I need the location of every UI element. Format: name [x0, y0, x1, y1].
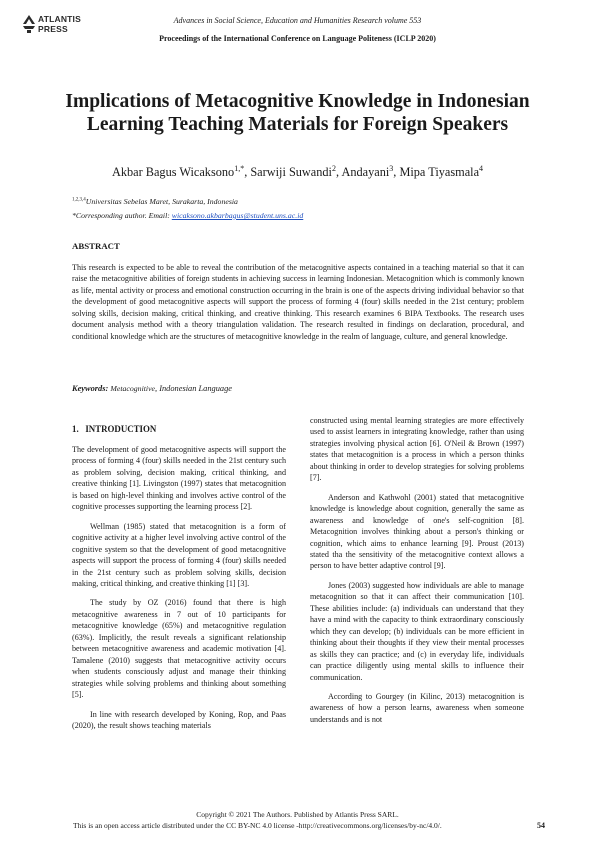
logo-line-1: ATLANTIS [38, 14, 81, 24]
paragraph: constructed using mental learning strategies are more effectively used to assist learners in integrating knowledge, rather than using strategies involving physical action [6]. O'Neil & Brown (1997) states that metacognition is a process in which a person thinks about thinking in order to develop strategies for solving problems [7]. [310, 416, 524, 483]
abstract-heading: ABSTRACT [72, 241, 120, 251]
section-heading [72, 424, 156, 434]
section-title: INTRODUCTION [85, 424, 157, 434]
keywords-label: Keywords: [72, 384, 109, 393]
author-sup: 3 [389, 164, 394, 173]
logo-line-2: PRESS [38, 24, 68, 34]
paragraph: In line with research developed by Koning, Rop, and Paas (2020), the result shows teaching materials [72, 709, 286, 730]
author-sup: 4 [479, 164, 484, 173]
right-column [310, 415, 524, 733]
affiliation [72, 197, 238, 206]
keywords: Keywords: Metacognitive, Indonesian Language [72, 384, 232, 393]
author-sup: 2 [331, 164, 336, 173]
copyright-footer: Copyright © 2021 The Authors. Published by Atlantis Press SARL. [196, 810, 399, 819]
author-sup: 1,* [234, 164, 245, 173]
paper-title: Implications of Metacognitive Knowledge in Indonesian Learning Teaching Materials for Foreign Speakers [65, 91, 530, 135]
author-name: Mipa Tiyasmala [399, 165, 480, 180]
author-list: Akbar Bagus Wicaksono$^{1,*}$, Sarwiji Suwandi$^2$, Andayani$^3$, Mipa Tiyasmala$^4$ [111, 164, 484, 180]
keyword-item: Metacognitive [110, 384, 155, 393]
email-link[interactable]: wicaksono.akbarbagus@student.uns.ac.id [171, 211, 304, 220]
paragraph: Anderson and Kathwohl (2001) stated that metacognitive knowledge is knowledge about cognition, generally the same as awareness and knowledge of one's self-cognition [8]. Metacognition involves thinking about a person's thinking or cognition, which aims to enhance learning [9]. Proust (2013) stated tha the sensitivity of the metacognitive context allows a person to have better adaptive control [9]. [310, 492, 524, 571]
author-name: Sarwiji Suwandi [250, 165, 332, 180]
paragraph: The development of good metacognitive aspects will support the process of forming 4 (four) skills needed in the 21st century such as problem solving, decision making, critical thinking, and creative thinking [1]. Livingston (1997) states that metacognition is based on high-level thinking and involves active control of the cognitive processes supporting the learning process [2]. [72, 445, 286, 512]
paragraph: According to Gourgey (in Kilinc, 2013) metacognition is awareness of how a person learns, awareness when someone understands and is not [310, 691, 524, 724]
paragraph: Wellman (1985) stated that metacognition is a form of cognitive activity at a higher level involving active control of the cognitive system so that the development of good metacognitive aspects will support the process of forming 4 (four) skills needed in the 21st century such as problem solving skills, decision making, critical thinking, and creative thinking [1] [3]. [72, 521, 286, 588]
author-name: Akbar Bagus Wicaksono [111, 165, 235, 180]
corresponding-label: *Corresponding author. Email: [72, 211, 170, 220]
keyword-item: Indonesian Language [159, 384, 232, 393]
proceedings-header: Proceedings of the International Conference on Language Politeness (ICLP 2020) [159, 34, 436, 43]
corresponding-author [72, 211, 303, 220]
section-number: 1. [72, 424, 79, 434]
author-name: Andayani [341, 165, 390, 180]
abstract-body: This research is expected to be able to reveal the contribution of the metacognitive aspects contained in a teaching material so that it can raise the metacognitive abilities of foreign students in achieving success in learning Indonesian. Metacognition which is commonly known as life, mental activity or process and emotional construction occurring in the brain is one of the aspects driving individual behavior so that the development of good metacognitive aspects will support the process of forming 4 (four) skills needed in the 21st century; problem solving skills, decision making, critical thinking, and creative thinking. This research examines 6 BIPA Textbooks. The research uses document analysis method with a theory triangulation validation. The research resulted in findings on declaration, procedural, and conditional knowledge which are the structures of metacognitive knowledge in the realm of language, culture, and general knowledge. [72, 263, 524, 341]
series-header: Advances in Social Science, Education and Humanities Research volume 553 [173, 16, 422, 25]
paragraph: The study by OZ (2016) found that there is high metacognitive awareness in 7 out of 10 participants for metacognitive knowledge (65%) and metacognitive regulation (63%). Implicitly, the result reveals a significant relationship between metacognitive awareness and academic motivation [4]. Tamalene (2010) suggests that metacognitive activity occurs when students consciously adjust and manage their thinking strategies while solving problems and thinking about something [5]. [72, 598, 286, 700]
affiliation-text: Universitas Sebelas Maret, Surakarta, Indonesia [85, 197, 238, 206]
license-footer: This is an open access article distributed under the CC BY-NC 4.0 license -http://creativecommons.org/licenses/by-nc/4.0/. [73, 821, 442, 830]
paragraph: Jones (2003) suggested how individuals are able to manage metacognition so that it can affect their communication [10]. These abilities include: (a) individuals can understand that they have a mind with the capacity to think extraordinary consciously which they can develop; (b) individuals can be more efficient in thinking about their thoughts if they view their mental processes as skills they can practice; and (c) in everyday life, individuals can practice diligently using mental skills to influence their communication. [310, 580, 524, 682]
affiliation-sup: 1,2,3,4 [72, 197, 86, 203]
page-number: 54 [537, 821, 545, 830]
left-column [72, 444, 286, 739]
